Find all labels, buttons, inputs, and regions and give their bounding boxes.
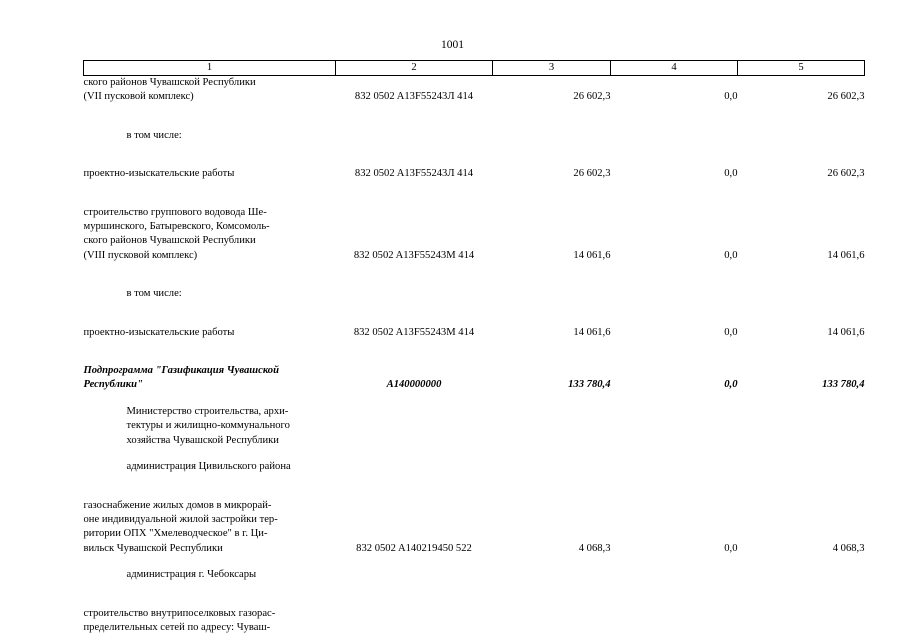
amount-col4-cell <box>611 287 738 301</box>
amount-col4-cell: 0,0 <box>724 168 738 180</box>
name-cell <box>84 167 336 181</box>
name-line: хозяйства Чувашской Республики <box>126 434 279 446</box>
amount-col3-cell: 14 061,6 <box>573 326 611 338</box>
name-line: администрация Цивильского района <box>126 461 291 473</box>
amount-col3-cell <box>493 287 611 301</box>
name-line: пределительных сетей по адресу: Чуваш- <box>83 621 271 633</box>
row-spacer <box>84 393 865 405</box>
amount-col4-cell <box>611 568 738 582</box>
amount-col4-cell <box>611 129 738 143</box>
amount-col3-cell <box>493 129 611 143</box>
page-number: 1001 <box>441 39 464 51</box>
name-line: муршинского, Батыревского, Комсомоль- <box>83 221 270 233</box>
name-cell <box>84 405 336 448</box>
code-cell <box>336 607 493 636</box>
name-line: Республики" <box>83 379 143 391</box>
name-line: Подпрограмма "Газификация Чувашской <box>83 365 279 377</box>
column-header-5: 5 <box>738 61 865 76</box>
amount-col3-cell <box>493 460 611 474</box>
amount-col4-cell: 0,0 <box>724 379 738 391</box>
row-gas-network-construction <box>84 607 865 636</box>
name-line: тектуры и жилищно-коммунального <box>126 420 290 432</box>
code-cell <box>336 568 493 582</box>
amount-col4-cell: 0,0 <box>724 91 738 103</box>
row-spacer-cell <box>84 448 865 460</box>
amount-col5-cell: 26 602,3 <box>827 168 865 180</box>
amount-col3-cell: 26 602,3 <box>573 91 611 103</box>
budget-table <box>83 60 865 635</box>
name-line: ритории ОПХ "Хмелеводческое" в г. Ци- <box>83 528 268 540</box>
row-subprogram-gasification <box>84 364 865 393</box>
row-spacer-cell <box>84 302 865 326</box>
name-line: ского районов Чувашской Республики <box>83 235 256 247</box>
row-spacer <box>84 448 865 460</box>
amount-col3-cell <box>493 607 611 636</box>
row-survey-works-1 <box>84 167 865 181</box>
amount-col3-cell <box>493 405 611 448</box>
column-number-header <box>84 61 865 76</box>
table-body <box>84 76 865 636</box>
name-cell <box>84 568 336 582</box>
name-line: проектно-изыскательские работы <box>83 168 235 180</box>
amount-col3-cell <box>493 568 611 582</box>
code-cell <box>336 460 493 474</box>
code-cell <box>336 405 493 448</box>
name-cell <box>84 326 336 340</box>
amount-col5-cell <box>738 568 865 582</box>
column-header-1: 1 <box>84 61 336 76</box>
name-line: строительство группового водовода Ше- <box>83 206 267 218</box>
column-header-3: 3 <box>493 61 611 76</box>
amount-col5-cell: 26 602,3 <box>827 91 865 103</box>
code-cell: A140000000 <box>386 379 442 391</box>
amount-col4-cell: 0,0 <box>724 249 738 261</box>
name-line: администрация г. Чебоксары <box>126 569 257 581</box>
amount-col3-cell: 4 068,3 <box>578 542 611 554</box>
name-cell <box>84 607 336 636</box>
amount-col5-cell <box>738 405 865 448</box>
row-spacer-cell <box>84 583 865 607</box>
row-spacer <box>84 475 865 499</box>
amount-col4-cell <box>611 405 738 448</box>
name-line: газоснабжение жилых домов в микрорай- <box>83 499 272 511</box>
code-cell <box>336 287 493 301</box>
amount-col5-cell: 14 061,6 <box>827 249 865 261</box>
amount-col4-cell <box>611 607 738 636</box>
name-cell <box>84 460 336 474</box>
code-cell: 832 0502 A140219450 522 <box>356 542 472 554</box>
amount-col5-cell: 14 061,6 <box>827 326 865 338</box>
name-cell <box>84 364 336 393</box>
row-spacer-cell <box>84 556 865 568</box>
code-cell: 832 0502 A13F55243Л 414 <box>354 91 474 103</box>
code-cell: 832 0502 A13F55243М 414 <box>353 249 475 261</box>
name-line: Министерство строительства, архи- <box>126 405 289 417</box>
row-spacer <box>84 583 865 607</box>
column-header-4: 4 <box>611 61 738 76</box>
row-spacer-cell <box>84 393 865 405</box>
amount-col5-cell <box>738 460 865 474</box>
row-continuation-vii <box>84 76 865 105</box>
amount-col4-cell: 0,0 <box>724 542 738 554</box>
row-ministry-construction <box>84 405 865 448</box>
name-cell <box>84 129 336 143</box>
row-gas-supply-tsivilsk <box>84 499 865 557</box>
row-spacer-cell <box>84 105 865 129</box>
code-cell <box>336 129 493 143</box>
amount-col5-cell: 133 780,4 <box>822 379 865 391</box>
row-spacer <box>84 263 865 287</box>
row-spacer <box>84 143 865 167</box>
row-spacer <box>84 556 865 568</box>
row-spacer-cell <box>84 340 865 364</box>
name-line: в том числе: <box>126 129 182 141</box>
amount-col5-cell: 4 068,3 <box>832 542 865 554</box>
amount-col5-cell <box>738 607 865 636</box>
amount-col5-cell <box>738 287 865 301</box>
amount-col3-cell: 26 602,3 <box>573 168 611 180</box>
row-spacer <box>84 182 865 206</box>
code-cell: 832 0502 A13F55243Л 414 <box>354 168 474 180</box>
row-including-2 <box>84 287 865 301</box>
row-spacer-cell <box>84 143 865 167</box>
name-cell <box>84 206 336 264</box>
row-spacer-cell <box>84 182 865 206</box>
name-line: вильск Чувашской Республики <box>83 542 223 554</box>
code-cell: 832 0502 A13F55243М 414 <box>353 326 475 338</box>
row-spacer-cell <box>84 263 865 287</box>
name-line: ского районов Чувашской Республики <box>83 77 256 88</box>
row-spacer <box>84 105 865 129</box>
name-line: оне индивидуальной жилой застройки тер- <box>83 513 278 525</box>
name-cell <box>84 499 336 557</box>
name-cell <box>84 76 336 105</box>
row-tsivilsk-administration <box>84 460 865 474</box>
name-line: (VII пусковой комплекс) <box>83 91 194 103</box>
name-line: проектно-изыскательские работы <box>83 326 235 338</box>
amount-col4-cell: 0,0 <box>724 326 738 338</box>
name-cell <box>84 287 336 301</box>
amount-col3-cell: 133 780,4 <box>568 379 611 391</box>
row-spacer-cell <box>84 475 865 499</box>
row-water-pipeline-viii <box>84 206 865 264</box>
amount-col4-cell <box>611 460 738 474</box>
amount-col3-cell: 14 061,6 <box>573 249 611 261</box>
column-header-2: 2 <box>336 61 493 76</box>
name-line: строительство внутрипоселковых газорас- <box>83 607 276 619</box>
amount-col5-cell <box>738 129 865 143</box>
row-including-1 <box>84 129 865 143</box>
row-cheboksary-administration <box>84 568 865 582</box>
name-line: (VIII пусковой комплекс) <box>83 249 198 261</box>
row-spacer <box>84 340 865 364</box>
row-spacer <box>84 302 865 326</box>
name-line: в том числе: <box>126 288 182 300</box>
row-survey-works-2 <box>84 326 865 340</box>
